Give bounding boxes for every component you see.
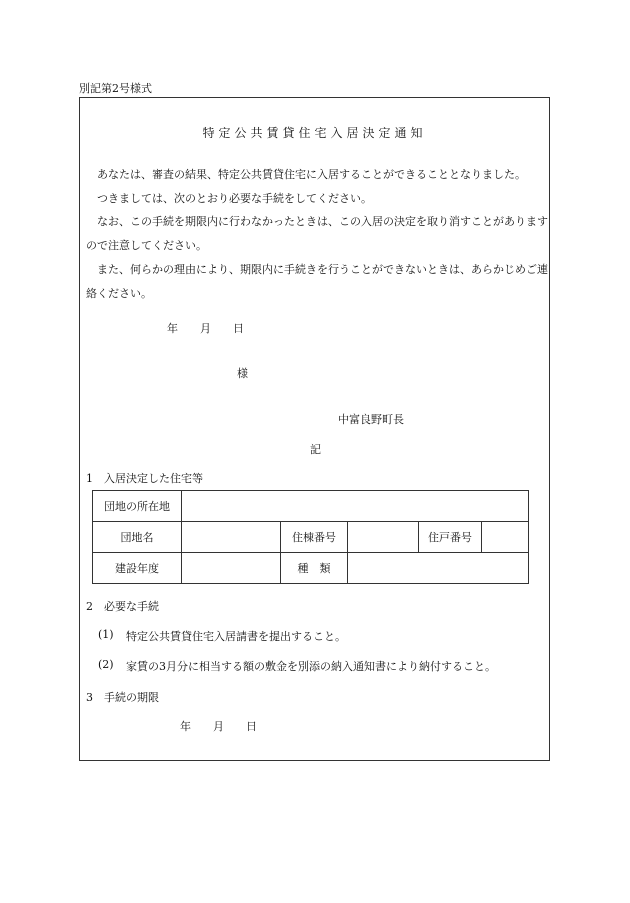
- table-row: [93, 491, 529, 522]
- complex-name-label: 団地名: [93, 522, 182, 553]
- building-no-value: [348, 522, 419, 553]
- section1-heading: 1 入居決定した住宅等: [86, 472, 203, 485]
- table-row: [93, 522, 529, 553]
- issuer-name: 中富良野町長: [338, 413, 404, 426]
- addressee-suffix: 様: [237, 367, 248, 380]
- notice-frame: [79, 97, 550, 761]
- type-value: [348, 553, 529, 584]
- step-2-text: 家賃の3月分に相当する額の敷金を別添の納入通知書により納付すること。: [126, 660, 496, 673]
- step-1-text: 特定公共賃貸住宅入居請書を提出すること。: [126, 630, 346, 643]
- step-2-number: (2): [98, 658, 114, 671]
- ki-marker: 記: [310, 443, 321, 456]
- building-no-label: 住棟番号: [281, 522, 348, 553]
- section2-heading: 2 必要な手続: [86, 600, 159, 613]
- unit-no-value: [482, 522, 529, 553]
- location-value: [182, 491, 529, 522]
- type-label: 種 類: [281, 553, 348, 584]
- paragraph-3: なお、この手続を期限内に行わなかったときは、この入居の決定を取り消すことがありますので注意してください。: [86, 215, 548, 252]
- deadline-date: 年 月 日: [180, 720, 257, 733]
- built-year-value: [182, 553, 281, 584]
- document-title: 特定公共賃貸住宅入居決定通知: [202, 126, 427, 140]
- notice-date: 年 月 日: [167, 322, 244, 335]
- paragraph-2: つきましては、次のとおり必要な手続をしてください。: [97, 192, 372, 205]
- table-row: [93, 553, 529, 584]
- unit-no-label: 住戸番号: [419, 522, 482, 553]
- location-label: 団地の所在地: [93, 491, 182, 522]
- section3-heading: 3 手続の期限: [86, 691, 159, 704]
- housing-table: [92, 490, 529, 584]
- paragraph-4: また、何らかの理由により、期限内に手続きを行うことができないときは、あらかじめご連絡ください。: [86, 263, 548, 300]
- complex-name-value: [182, 522, 281, 553]
- form-number: 別記第2号様式: [79, 82, 152, 95]
- built-year-label: 建設年度: [93, 553, 182, 584]
- paragraph-1: あなたは、審査の結果、特定公共賃貸住宅に入居することができることとなりました。: [97, 168, 526, 181]
- step-1-number: (1): [98, 628, 114, 641]
